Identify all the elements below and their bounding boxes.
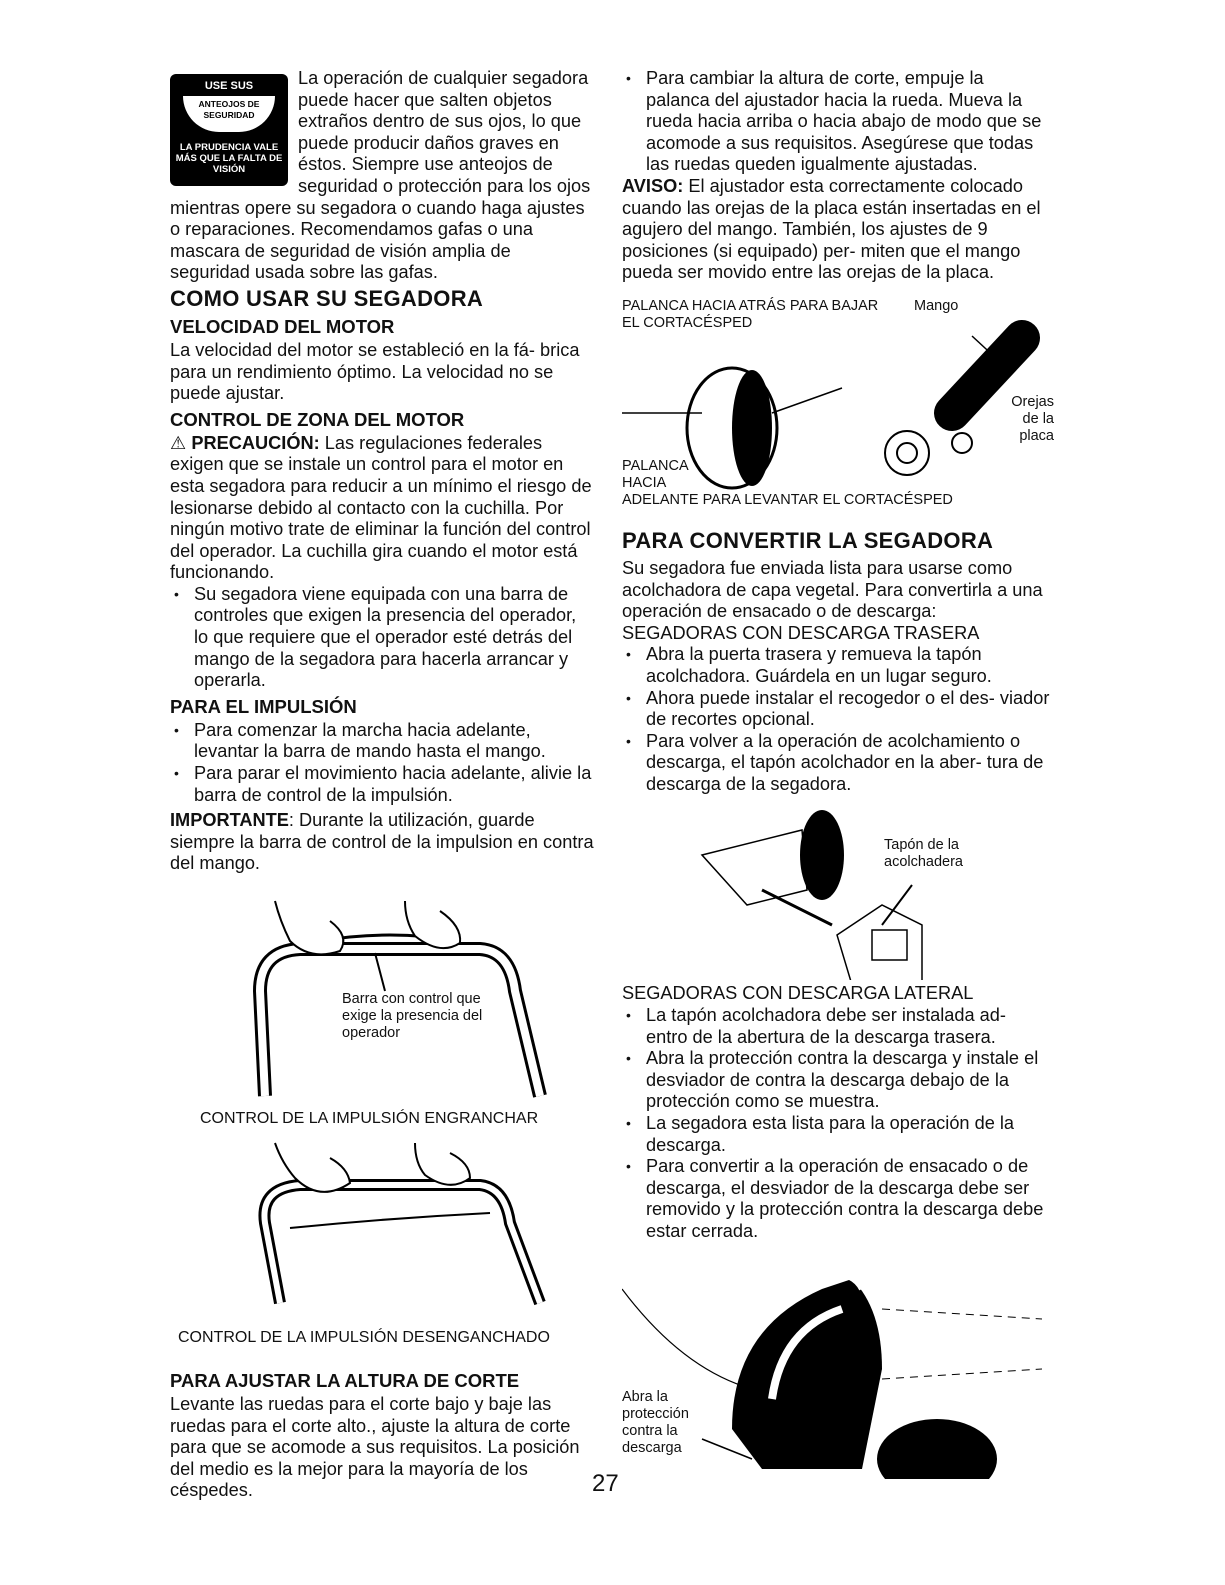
safety-goggles-badge [170, 74, 288, 186]
engage-label: Barra con control que exige la presencia del operador [342, 991, 483, 1041]
left-column [170, 68, 595, 1502]
badge-line3: LA PRUDENCIA VALE MÁS QUE LA FALTA DE VISIÓN [175, 142, 283, 175]
list-item: • Su segadora viene equipada con una barra de controles que exigen la presencia del operador, lo que requiere que el operador esté detrás del mango de la segadora para hacerla arrancar y operarla. [170, 584, 595, 692]
mulch-plug-label: Tapón de la acolchadera [884, 837, 963, 871]
badge-line1: USE SUS [204, 80, 254, 92]
side-discharge-subheading: SEGADORAS CON DESCARGA LATERAL [622, 983, 974, 1004]
orejas-label: Orejas de la placa [1011, 393, 1054, 444]
impulsion-list [170, 720, 595, 806]
palanca-label: PALANCA HACIA [622, 457, 688, 491]
altura-list [622, 68, 1050, 176]
list-item: • Abra la puerta trasera y remueva la tapón acolchadora. Guárdela en un lugar seguro. [622, 644, 1050, 687]
right-column [622, 68, 1054, 1479]
control-zona-heading: CONTROL DE ZONA DEL MOTOR [170, 408, 465, 430]
mango-label: Mango [914, 297, 959, 314]
figure-drive-disengaged [170, 1133, 595, 1348]
rear-discharge-subheading: SEGADORAS CON DESCARGA TRASERA [622, 622, 980, 643]
caution-paragraph: ⚠ PRECAUCIÓN: Las regulaciones federales exigen que se instale un control para el motor en esta segadora para reducir a un mínimo el riesgo de lesionarse debido al contacto con la cuchilla. Por ningún motivo trate de eliminar la función del control del operador. La cuchilla gira cuando el motor está funcionando. [170, 432, 592, 583]
list-item: • Para cambiar la altura de corte, empuje la palanca del ajustador hacia la rueda. Mueva la rueda hacia arriba o hacia abajo de modo que se acomode a sus requisitos. Asegúrese que todas las ruedas queden igualmente ajustadas. [622, 68, 1050, 176]
velocidad-heading: VELOCIDAD DEL MOTOR [170, 315, 395, 337]
height-top-label: PALANCA HACIA ATRÁS PARA BAJAR EL CORTACÉSPED [622, 297, 879, 331]
side-discharge-list [622, 1005, 1050, 1243]
page-number: 27 [592, 1470, 619, 1497]
list-item: • La tapón acolchadora debe ser instalada ad- entro de la abertura de la descarga trasera. [622, 1005, 1050, 1048]
mulch-plug-illustration [622, 795, 1050, 980]
control-zona-list [170, 584, 595, 692]
figure-mulch-plug [622, 795, 1050, 985]
intro-paragraph: La operación de cualquier segadora puede hacer que salten objetos extraños dentro de sus ojos, lo que puede producir daños graves en éstos. Siempre use anteojos de seguridad o protección para los ojos mientras opere su segadora o cuando haga ajustes o reparaciones. Recomendamos gafas o una mascara de seguridad de visión amplia de seguridad usada sobre las gafas. [170, 68, 591, 283]
rear-discharge-list [622, 644, 1050, 795]
section-title: COMO USAR SU SEGADORA [170, 285, 484, 311]
altura-heading: PARA AJUSTAR LA ALTURA DE CORTE [170, 1370, 520, 1391]
figure-drive-engaged [170, 881, 595, 1131]
list-item: • Abra la protección contra la descarga y instale el desviador de contra la descarga debajo de la protección como se muestra. [622, 1048, 1050, 1113]
altura-text: Levante las ruedas para el corte bajo y baje las ruedas para el corte alto., ajuste la altura de corte para que se acomode a sus requisitos. La posición del medio es la mejor para la mayoría de los céspedes. [170, 1394, 580, 1501]
figure-height-adjuster [622, 297, 1054, 518]
aviso-paragraph: AVISO: El ajustador esta correctamente colocado cuando las orejas de la placa están insertadas en el agujero del mango. También, los ajustes de 9 posiciones (si equipado) per- miten que el mango pueda ser movido entre las orejas de la placa. [622, 175, 1041, 283]
list-item: • Ahora puede instalar el recogedor o el des- viador de recortes opcional. [622, 688, 1050, 731]
velocidad-text: La velocidad del motor se estableció en la fá- brica para un rendimiento óptimo. La velocidad no se puede ajustar. [170, 339, 580, 404]
impulsion-heading: PARA EL IMPULSIÓN [170, 695, 357, 717]
handle-disengaged-illustration [170, 1133, 595, 1323]
convertir-heading: PARA CONVERTIR LA SEGADORA [622, 527, 994, 553]
figure-side-discharge [622, 1249, 1050, 1479]
convertir-text: Su segadora fue enviada lista para usarse como acolchadora de capa vegetal. Para convertirla a una operación de ensacado o de descarga: [622, 557, 1043, 622]
warning-icon: ⚠ [170, 432, 187, 453]
height-bottom-label: ADELANTE PARA LEVANTAR EL CORTACÉSPED [622, 491, 953, 508]
list-item: • Para parar el movimiento hacia adelante, alivie la barra de control de la impulsión. [170, 763, 595, 806]
list-item: • Para volver a la operación de acolchamiento o descarga, el tapón acolchador en la aber- tura de descarga de la segadora. [622, 731, 1050, 796]
goggles-icon: ANTEOJOS DE SEGURIDAD [183, 96, 275, 132]
discharge-guard-label: Abra la protección contra la descarga [622, 1388, 689, 1456]
disengage-caption: CONTROL DE LA IMPULSIÓN DESENGANCHADO [178, 1329, 550, 1346]
engage-caption: CONTROL DE LA IMPULSIÓN ENGRANCHAR [200, 1110, 539, 1127]
list-item: • Para convertir a la operación de ensacado o de descarga, el desviador de la descarga debe ser removido y la protección contra la descarga debe estar cerrada. [622, 1156, 1050, 1242]
list-item: • La segadora esta lista para la operación de la descarga. [622, 1113, 1050, 1156]
important-paragraph: IMPORTANTE: Durante la utilización, guarde siempre la barra de control de la impulsion en contra del mango. [170, 810, 594, 874]
list-item: • Para comenzar la marcha hacia adelante, levantar la barra de mando hasta el mango. [170, 720, 595, 763]
